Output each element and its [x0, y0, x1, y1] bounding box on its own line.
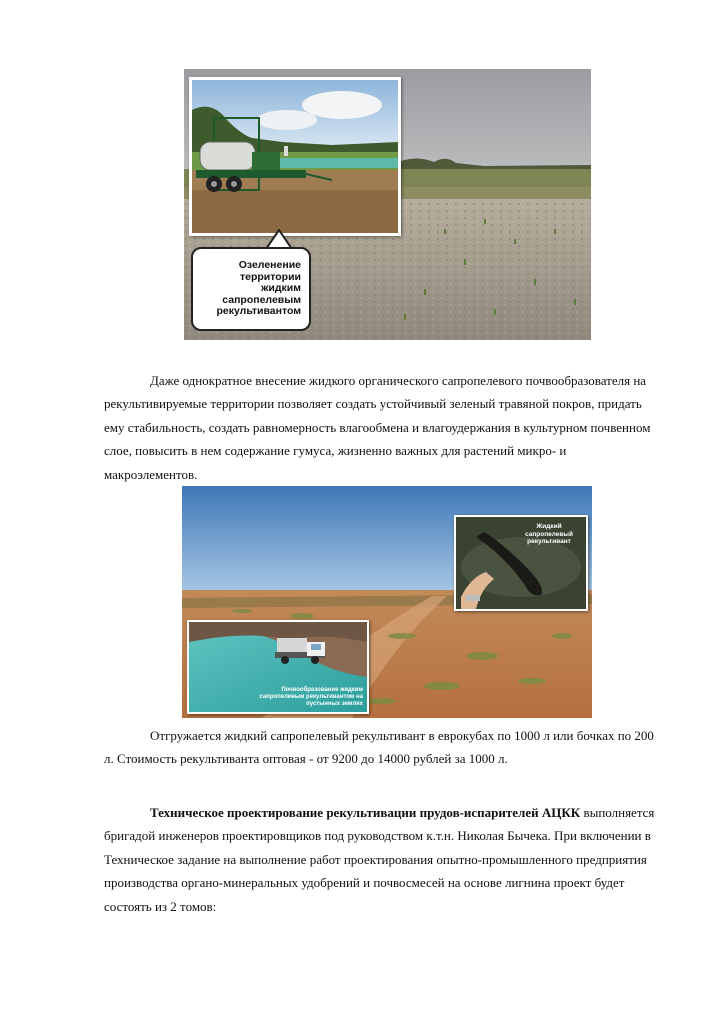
greening-photo	[184, 69, 591, 340]
paragraph-line: бригадой инженеров проектировщиков под руководством к.т.н. Николая Бычека. При включении в	[104, 828, 651, 844]
technical-design-heading-rest: выполняется	[580, 805, 655, 820]
paragraph-line: Даже однократное внесение жидкого органического сапропелевого почвообразователя на	[150, 373, 647, 388]
greening-callout-text: Озеленение территории жидким сапропелевым рекультивантом	[216, 259, 301, 318]
paragraph-line: макроэлементов.	[104, 466, 198, 482]
liquid-sapropel-label: Жидкий сапропелевый рекультивант	[525, 523, 573, 545]
paragraph-line: Отгружается жидкий сапропелевый рекультивант в еврокубах по 1000 л или бочках по 200	[150, 728, 654, 743]
truck-spraying-inset-image	[187, 620, 369, 714]
greening-callout	[191, 247, 311, 331]
paragraph-pricing	[104, 724, 686, 771]
paragraph-technical-design	[104, 801, 686, 918]
paragraph-line: Техническое задание на выполнение работ проектирования опытно-промышленного предприятия	[104, 851, 647, 867]
paragraph-soil-benefits	[104, 369, 686, 486]
desert-photo	[182, 486, 592, 718]
paragraph-line: производства органо-минеральных удобрений и почвосмесей на основе лигнина проект будет	[104, 875, 625, 891]
liquid-sapropel-inset-image	[454, 515, 588, 611]
truck-spraying-label: Почвообразование жидким сапропелевым рекультивантом на пустынных землях	[259, 687, 363, 707]
paragraph-line	[104, 801, 686, 824]
paragraph-line: слое, повысить в нем содержание гумуса, жизненно важных для растений микро- и	[104, 443, 567, 459]
paragraph-line: рекультивируемые территории позволяет создать устойчивый зеленый травяной покров, придать	[104, 396, 642, 412]
hydroseeder-inset-image	[189, 77, 401, 236]
paragraph-line: состоять из 2 томов:	[104, 898, 217, 914]
paragraph-line: ему стабильность, создать равномерность влагообмена и влагоудержания в культурном почвенном	[104, 419, 651, 435]
paragraph-line: л. Стоимость рекультиванта оптовая - от 9200 до 14000 рублей за 1000 л.	[104, 751, 508, 767]
technical-design-heading: Техническое проектирование рекультивации прудов-испарителей АЦКК	[150, 805, 581, 820]
